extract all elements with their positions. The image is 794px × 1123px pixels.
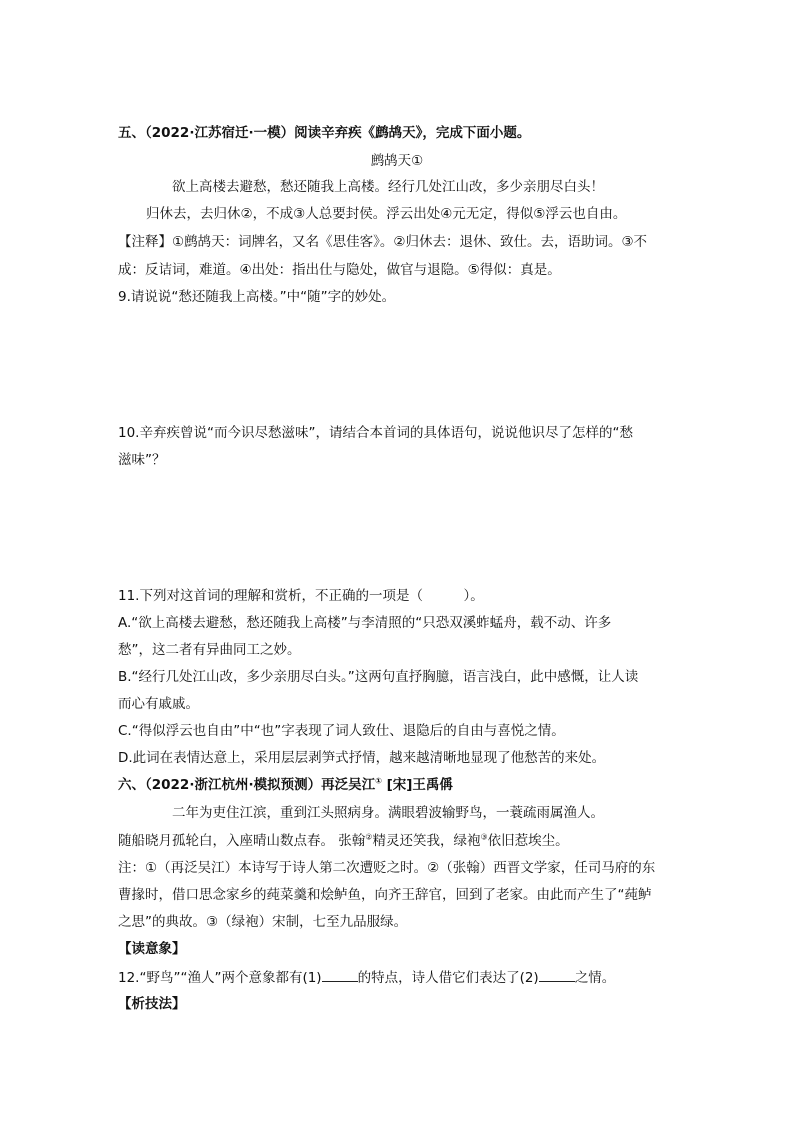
question-12 (118, 968, 615, 987)
option-b-line-2: 而心有戚戚。 (118, 696, 199, 712)
answer-blank-1[interactable] (322, 968, 358, 982)
note2-line-1: 注：①（再泛吴江）本诗写于诗人第二次遭贬之时。②（张翰）西晋文学家，任司马府的东 (118, 860, 656, 876)
footnote-marker-2: ② (365, 832, 373, 842)
annotation-line-1: 【注释】①鹧鸪天：词牌名，又名《思佳客》。②归休去：退休、致仕。去，语助词。③不 (118, 234, 648, 250)
heading-read-imagery: 【读意象】 (118, 941, 186, 957)
poem2-line-2-part2: 精灵还笑我，绿袍 (372, 833, 481, 849)
question-10-line-1: 10.辛弃疾曾说“而今识尽愁滋味”，请结合本首词的具体语句，说说他识尽了怎样的“愁 (118, 425, 633, 441)
footnote-marker-3: ③ (480, 832, 488, 842)
option-a-line-1: A.“欲上高楼去避愁，愁还随我上高楼”与李清照的“只恐双溪蚱蜢舟，载不动、许多 (118, 615, 612, 631)
question-12-part2: 的特点，诗人借它们表达了(2) (357, 970, 539, 986)
poem-line-1: 欲上高楼去避愁，愁还随我上高楼。经行几处江山改，多少亲朋尽白头！ (172, 179, 604, 195)
poem2-line-2 (118, 832, 569, 850)
footnote-marker-1: ① (375, 776, 382, 786)
poem-line-2: 归休去，去归休②，不成③人总要封侯。浮云出处④元无定，得似⑤浮云也自由。 (146, 206, 627, 222)
poem2-line-1: 二年为吏住江滨，重到江头照病身。满眼碧波输野鸟，一蓑疏雨属渔人。 (172, 805, 604, 821)
poem2-line-2-part1: 随船晓月孤轮白，入座晴山数点春。 张翰 (118, 833, 366, 849)
heading-analyze-technique: 【析技法】 (118, 996, 186, 1012)
question-12-part1: 12.“野鸟”“渔人”两个意象都有(1) (118, 970, 322, 986)
section6-title (118, 776, 453, 794)
question-11: 11.下列对这首词的理解和赏析，不正确的一项是（ ）。 (118, 588, 484, 604)
answer-blank-2[interactable] (539, 968, 575, 982)
section6-title-main: 六、（2022·浙江杭州·模拟预测）再泛吴江 (118, 777, 376, 793)
question-12-part3: 之情。 (574, 970, 616, 986)
option-c: C.“得似浮云也自由”中“也”字表现了词人致仕、退隐后的自由与喜悦之情。 (118, 723, 565, 739)
section6-title-author: [宋]王禹偁 (381, 777, 453, 793)
question-9: 9.请说说“愁还随我上高楼。”中“随”字的妙处。 (118, 289, 396, 305)
option-b-line-1: B.“经行几处江山改，多少亲朋尽白头。”这两句直抒胸臆，语言浅白，此中感慨，让人读 (118, 669, 639, 685)
poem2-line-2-part3: 依旧惹埃尘。 (487, 833, 569, 849)
annotation-line-2: 成：反诘词，难道。④出处：指出仕与隐处，做官与退隐。⑤得似：真是。 (118, 262, 561, 278)
note2-line-3: 之思”的典故。③（绿袍）宋制，七至九品服绿。 (118, 914, 408, 930)
poem-title: 鹧鸪天① (370, 153, 424, 169)
question-10-line-2: 滋味”？ (118, 452, 166, 468)
note2-line-2: 曹掾时，借口思念家乡的莼菜羹和烩鲈鱼，向齐王辞官，回到了老家。由此而产生了“莼鲈 (118, 887, 652, 903)
option-d: D.此词在表情达意上，采用层层剥笋式抒情，越来越清晰地显现了他愁苦的来处。 (118, 750, 606, 766)
section5-title: 五、（2022·江苏宿迁·一模）阅读辛弃疾《鹧鸪天》，完成下面小题。 (118, 125, 531, 141)
option-a-line-2: 愁”，这二者有异曲同工之妙。 (118, 642, 301, 658)
